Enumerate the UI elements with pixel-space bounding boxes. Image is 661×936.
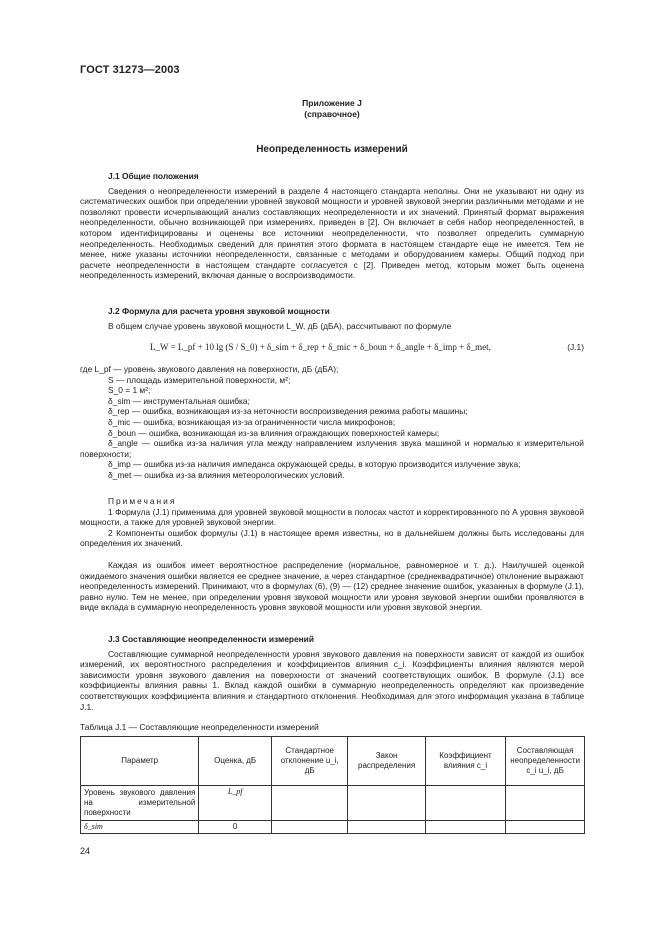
column-header: Оценка, дБ — [199, 737, 272, 786]
table-cell — [348, 786, 425, 821]
table-cell: Уровень звукового давления на измерительной поверхности — [81, 786, 199, 821]
section-j2 — [80, 306, 584, 331]
formula-text: L_W = L_pf + 10 lg (S / S_0) + δ_sim + δ_rep + δ_mic + δ_boun + δ_angle + δ_imp + δ_met, — [150, 342, 491, 352]
column-header: Параметр — [81, 737, 199, 786]
definition-item: δ_boun — ошибка, возникающая из-за влияния ограждающих поверхностей камеры; — [108, 427, 440, 438]
column-header: Составляющая неопределенности c_i u_i, дБ — [506, 737, 585, 786]
section-heading: J.1 Общие положения — [108, 171, 199, 181]
paragraph: Составляющие суммарной неопределенности уровня звукового давления на поверхности зависят от каждой из ошибок измерений, их вероятностного распределения и коэффициентов влияния c_i. Коэффициенты влияния являются мерой зависимости уровня звукового давления на поверхности от значений соответствующих ошибок. В формуле (J.1) все коэффициенты влияния равны 1. Вклад каждой ошибки в суммарную неопределенность определяют как произведение соответствующих коэффициента влияния и стандартного отклонения. Необходимая для этого информация указана в таблице J.1. — [80, 648, 584, 712]
definition-item: где L_pf — уровень звукового давления на поверхности, дБ (дБА); — [80, 364, 339, 374]
definition-item: S_0 = 1 м²; — [108, 385, 151, 396]
paragraph: Каждая из ошибок имеет вероятностное распределение (нормальное, равномерное и т. д.). Наилучшей оценкой ожидаемого значения ошибки является ее среднее значение, а через стандартное (среднеквадратичное) отклонение выражают неопределенность измерений. Принимают, что в формулах (6), (9) — (12) среднее значение ошибок, указанных в формуле (J.1), равно нулю. Тем не менее, при определении уровня звуковой мощности или уровня звуковой энергии ошибки проявляются в виде вклада в суммарную неопределенность уровня звуковой мощности или уровня звуковой энергии. — [80, 560, 584, 613]
column-header: Закон распределения — [348, 737, 425, 786]
section-heading: J.2 Формула для расчета уровня звуковой мощности — [108, 306, 330, 316]
paragraph-block — [80, 560, 584, 613]
section-heading: J.3 Составляющие неопределенности измерений — [108, 634, 314, 644]
table-cell — [425, 786, 505, 821]
section-j1 — [80, 171, 584, 281]
appendix-label — [80, 98, 584, 120]
table-caption: Таблица J.1 — Составляющие неопределенности измерений — [80, 722, 319, 732]
definition-item: δ_mic — ошибка, возникающая из-за ограниченности числа микрофонов; — [108, 416, 396, 427]
note-item: 1 Формула (J.1) применима для уровней звуковой мощности в полосах частот и корректированного по А уровня звуковой мощности, а также для уровней звуковой энергии. — [80, 506, 584, 528]
definition-item: S — площадь измерительной поверхности, м²; — [108, 374, 291, 385]
table-cell — [348, 821, 425, 834]
notes-heading: Примечания — [108, 496, 177, 506]
table-cell — [506, 786, 585, 821]
definition-item: δ_met — ошибка из-за влияния метеорологических условий. — [108, 469, 345, 480]
definitions-list — [80, 364, 584, 481]
table-cell: 0 — [199, 821, 272, 834]
formula-number: (J.1) — [567, 342, 584, 352]
formula-intro: В общем случае уровень звуковой мощности L_W, дБ (дБА), рассчитывают по формуле — [108, 320, 452, 331]
paragraph: Сведения о неопределенности измерений в разделе 4 настоящего стандарта неполны. Они не указывают ни одну из систематических ошибок при определении уровней звуковой мощности и уровней звуковой энергии различными методами и не позволяют провести исчерпывающий анализ составляющих неопределенности и их значений. Принятый формат выражения неопределенности, обычно возникающей при измерениях, приведен в [2]. Он включает в себя набор неопределенностей, в котором идентифицированы и оценены все источники неопределенности, что позволяет определить суммарную неопределенность. Необходимых сведений для принятия этого формата в настоящем стандарте еще не имеется. Тем не менее, ниже указаны источники неопределенности, связанные с методами и оборудованием камеры. Общий подход при расчете неопределенности в настоящем стандарте согласуется с [2]. Приведен метод, которым может быть оценена неопределенность измерений, включая данные о воспроизводимости. — [80, 185, 584, 281]
section-j3 — [80, 634, 584, 712]
table-cell — [271, 786, 347, 821]
table-cell — [271, 821, 347, 834]
table-cell: L_pf — [199, 786, 272, 821]
table-row — [81, 821, 585, 834]
definition-item: δ_angle — ошибка из-за наличия угла между направлением излучения звука машиной и нормалью к измерительной поверхности; — [80, 438, 584, 459]
definition-item: δ_rep — ошибка, возникающая из-за неточности воспроизведения режима работы машины; — [108, 406, 468, 417]
definition-item: δ_imp — ошибка из-за наличия импеданса окружающей среды, в которую производится излучение звука; — [108, 459, 521, 470]
notes — [80, 496, 584, 549]
page-number: 24 — [80, 846, 91, 856]
appendix-type: (справочное) — [304, 109, 360, 119]
note-item: 2 Компоненты ошибок формулы (J.1) в настоящее время известны, но в дальнейшем должны быть исследованы для определения их значений. — [80, 527, 584, 549]
appendix-title: Приложение J — [302, 98, 362, 108]
table-cell — [425, 821, 505, 834]
table-row — [81, 786, 585, 821]
table-cell: δ_sim — [81, 821, 199, 834]
standard-header: ГОСТ 31273—2003 — [80, 64, 180, 76]
definition-item: δ_sim — инструментальная ошибка; — [108, 395, 250, 406]
column-header: Стандартное отклонение u_i, дБ — [271, 737, 347, 786]
table-cell — [506, 821, 585, 834]
column-header: Коэффициент влияния c_i — [425, 737, 505, 786]
uncertainty-table — [80, 736, 585, 834]
table-header-row — [81, 737, 585, 786]
appendix-heading: Неопределенность измерений — [256, 144, 408, 155]
